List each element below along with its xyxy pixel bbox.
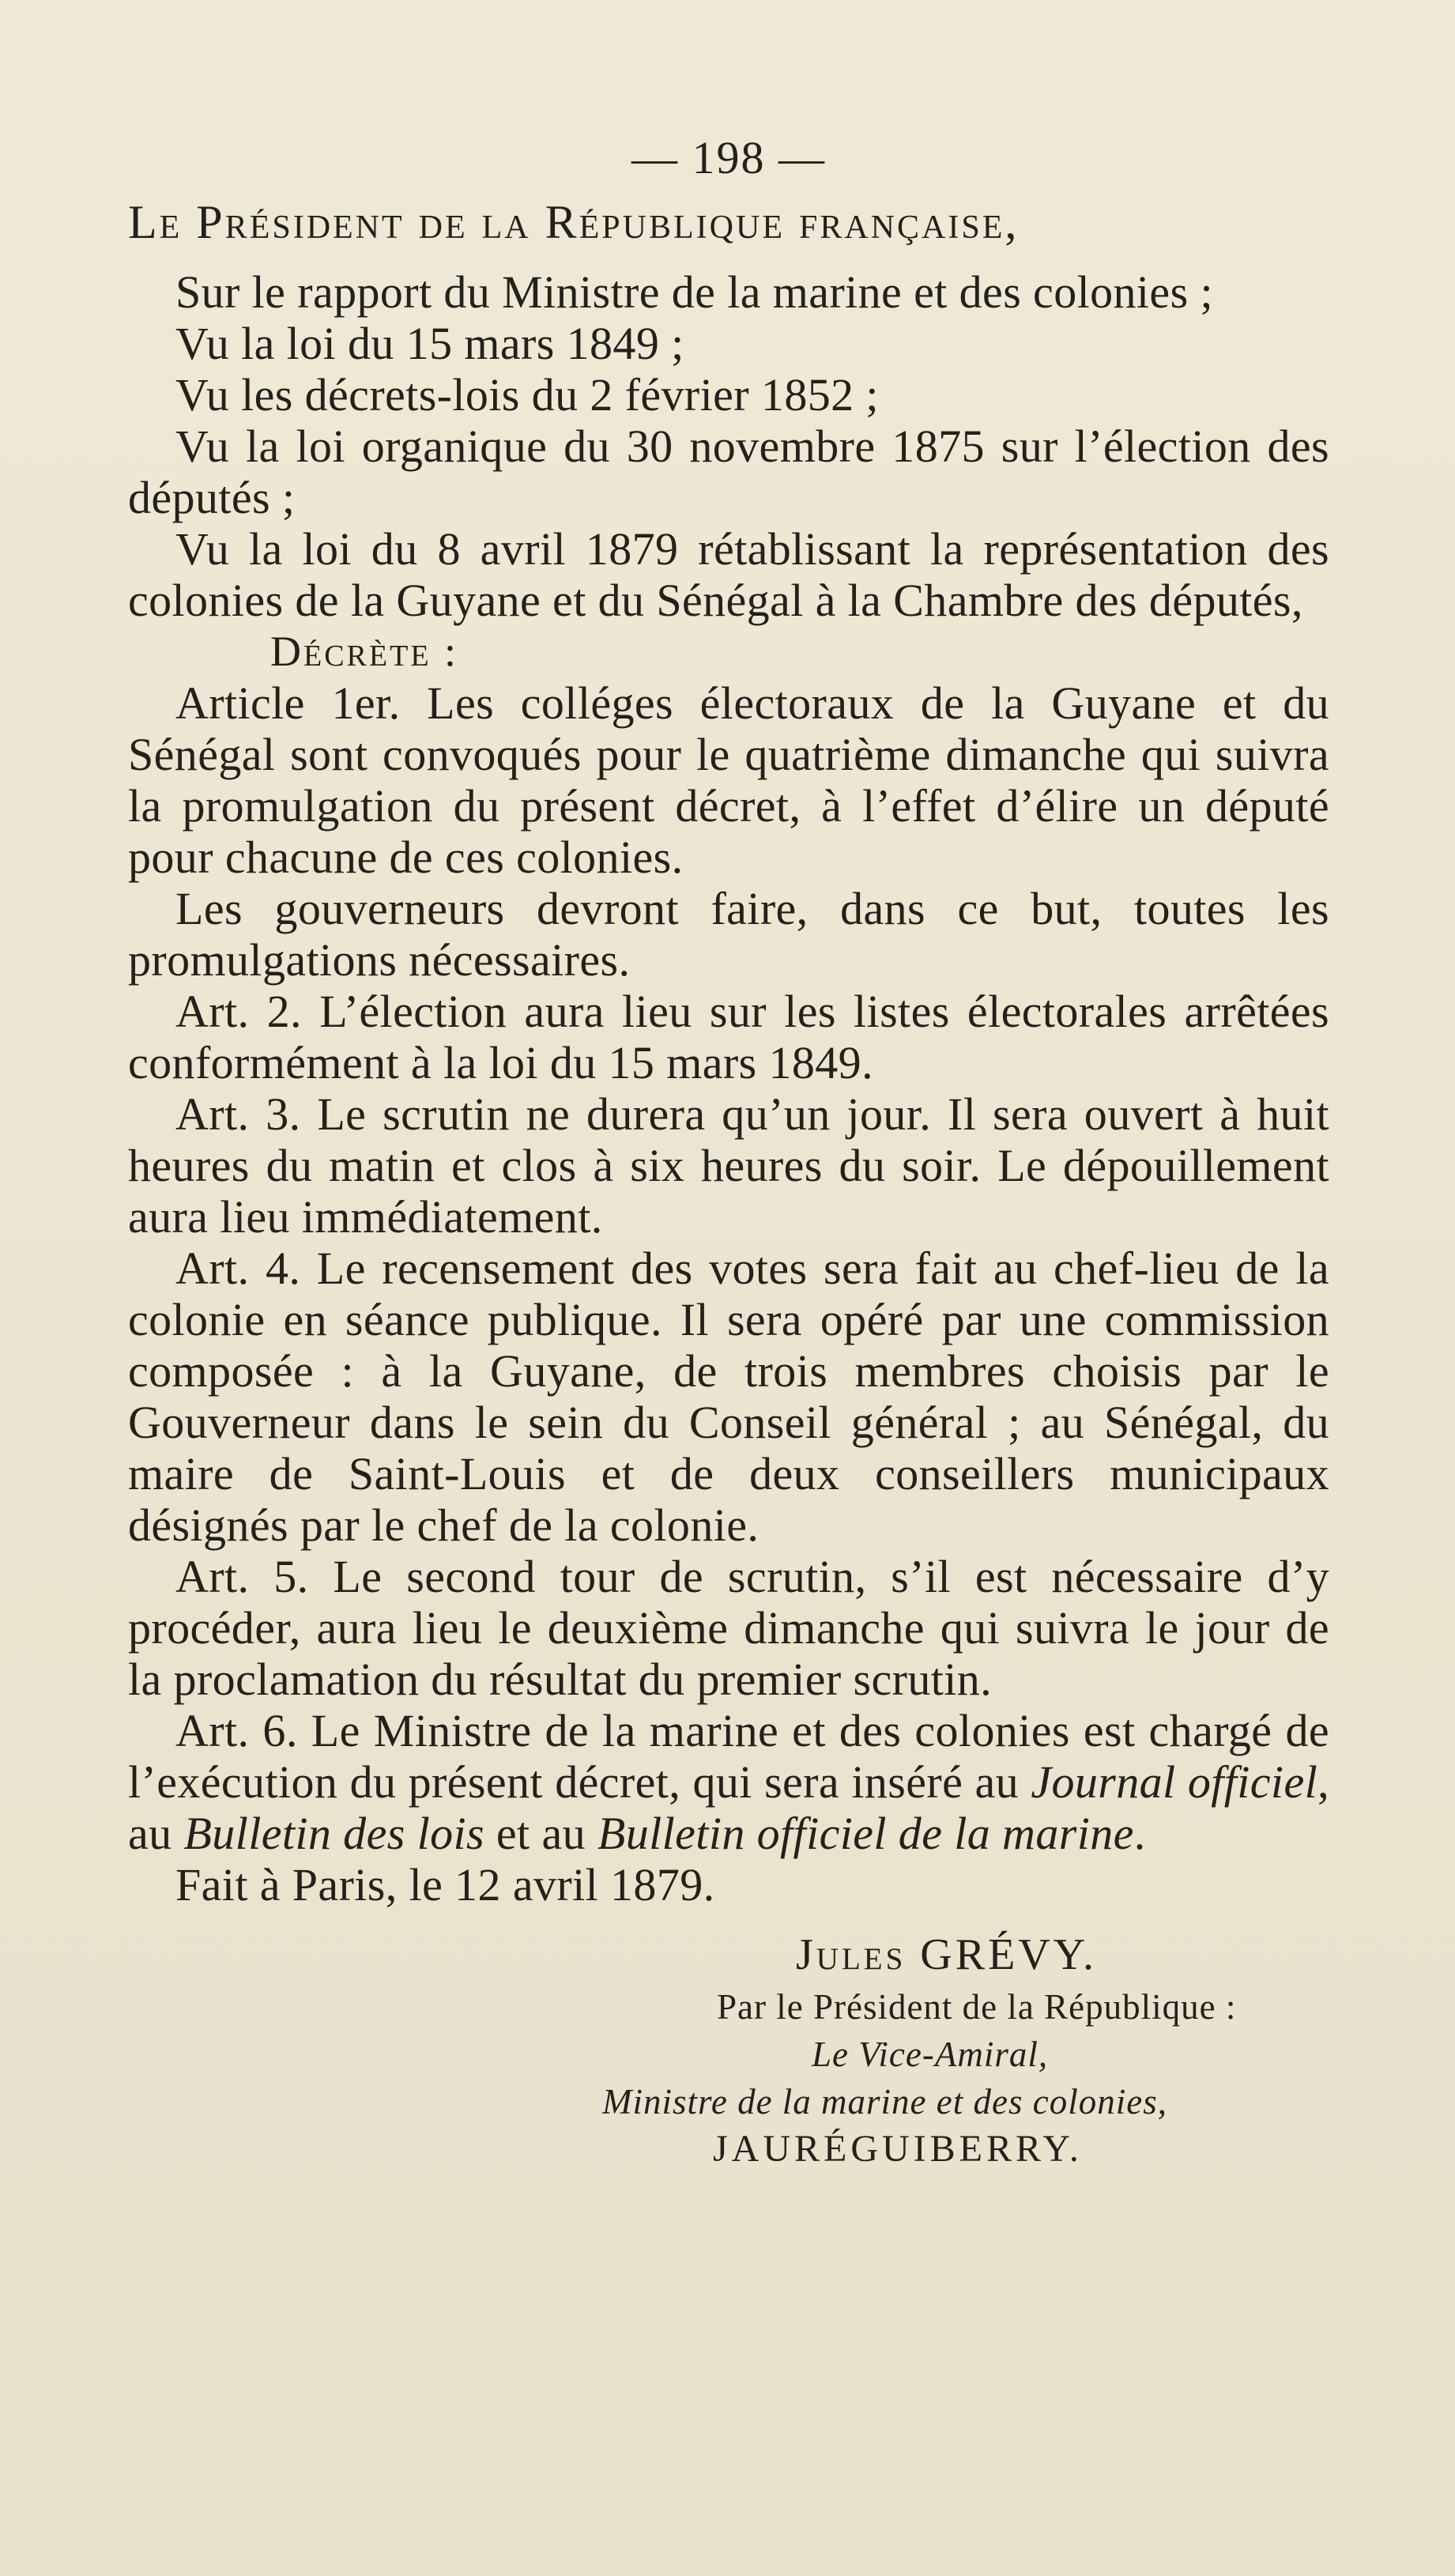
article-6-bulletin-marine: Bulletin officiel de la marine bbox=[597, 1808, 1134, 1859]
preamble-line-2: Vu la loi du 15 mars 1849 ; bbox=[175, 318, 684, 369]
article-3: Art. 3. Le scrutin ne durera qu’un jour. Il sera ouvert à huit heures du matin et clos à six heures du soir. Le dépouillement aura lieu immédiatement. bbox=[128, 1088, 1329, 1243]
decree-text-block bbox=[128, 130, 1329, 2173]
article-6-end: . bbox=[1133, 1808, 1146, 1859]
article-6-bulletin-lois: Bulletin des lois bbox=[183, 1808, 484, 1859]
article-4: Art. 4. Le recensement des votes sera fait au chef-lieu de la colonie en séance publique. Il sera opéré par une commission composée : à la Guyane, de trois membres choisis par le Gouverneur dans le sein du Conseil général ; au Sénégal, du maire de Saint-Louis et de deux conseillers municipaux désignés par le chef de la colonie. bbox=[128, 1243, 1329, 1551]
president-signature: Jules GRÉVY. bbox=[796, 1930, 1097, 1979]
page-number: — 198 — bbox=[631, 132, 826, 183]
signature-line-2: Le Vice-Amiral, bbox=[812, 2035, 1049, 2074]
signature-block bbox=[128, 1926, 1329, 2173]
article-1: Article 1er. Les colléges électoraux de la Guyane et du Sénégal sont convoqués pour le quatrième dimanche qui suivra la promulgation du présent décret, à l’effet d’élire un député pour chacune de ces colonies. bbox=[128, 677, 1329, 883]
article-6-start: Art. 6. Le Ministre de la marine et des colonies est chargé de l’exécution du présent décret, qui sera inséré au bbox=[128, 1705, 1329, 1808]
article-6-middle-1: , au bbox=[128, 1756, 1330, 1859]
signature-line-1: Par le Président de la République : bbox=[717, 1987, 1237, 2027]
closing-line: Fait à Paris, le 12 avril 1879. bbox=[175, 1859, 715, 1910]
preamble-line-3: Vu les décrets-lois du 2 février 1852 ; bbox=[175, 369, 879, 421]
article-1-continuation: Les gouverneurs devront faire, dans ce but, toutes les promulgations nécessaires. bbox=[128, 883, 1329, 986]
minister-signature: JAURÉGUIBERRY. bbox=[713, 2128, 1083, 2170]
article-6-middle-2: et au bbox=[484, 1808, 597, 1859]
decree-heading: Le Président de la République française, bbox=[128, 196, 1020, 248]
article-6 bbox=[128, 1705, 1329, 1859]
preamble-line-1: Sur le rapport du Ministre de la marine et des colonies ; bbox=[175, 266, 1213, 318]
article-2: Art. 2. L’élection aura lieu sur les listes électorales arrêtées conformément à la loi du 15 mars 1849. bbox=[128, 986, 1329, 1088]
signature-line-3: Ministre de la marine et des colonies, bbox=[602, 2082, 1167, 2122]
article-5: Art. 5. Le second tour de scrutin, s’il est nécessaire d’y procéder, aura lieu le deuxième dimanche qui suivra le jour de la proclamation du résultat du premier scrutin. bbox=[128, 1551, 1329, 1705]
decree-label: Décrète : bbox=[270, 628, 459, 675]
preamble-line-4: Vu la loi organique du 30 novembre 1875 sur l’élection des députés ; bbox=[128, 421, 1329, 523]
article-6-journal: Journal officiel bbox=[1031, 1756, 1318, 1808]
preamble-line-5: Vu la loi du 8 avril 1879 rétablissant la représentation des colonies de la Guyane et du Sénégal à la Chambre des députés, bbox=[128, 523, 1329, 626]
